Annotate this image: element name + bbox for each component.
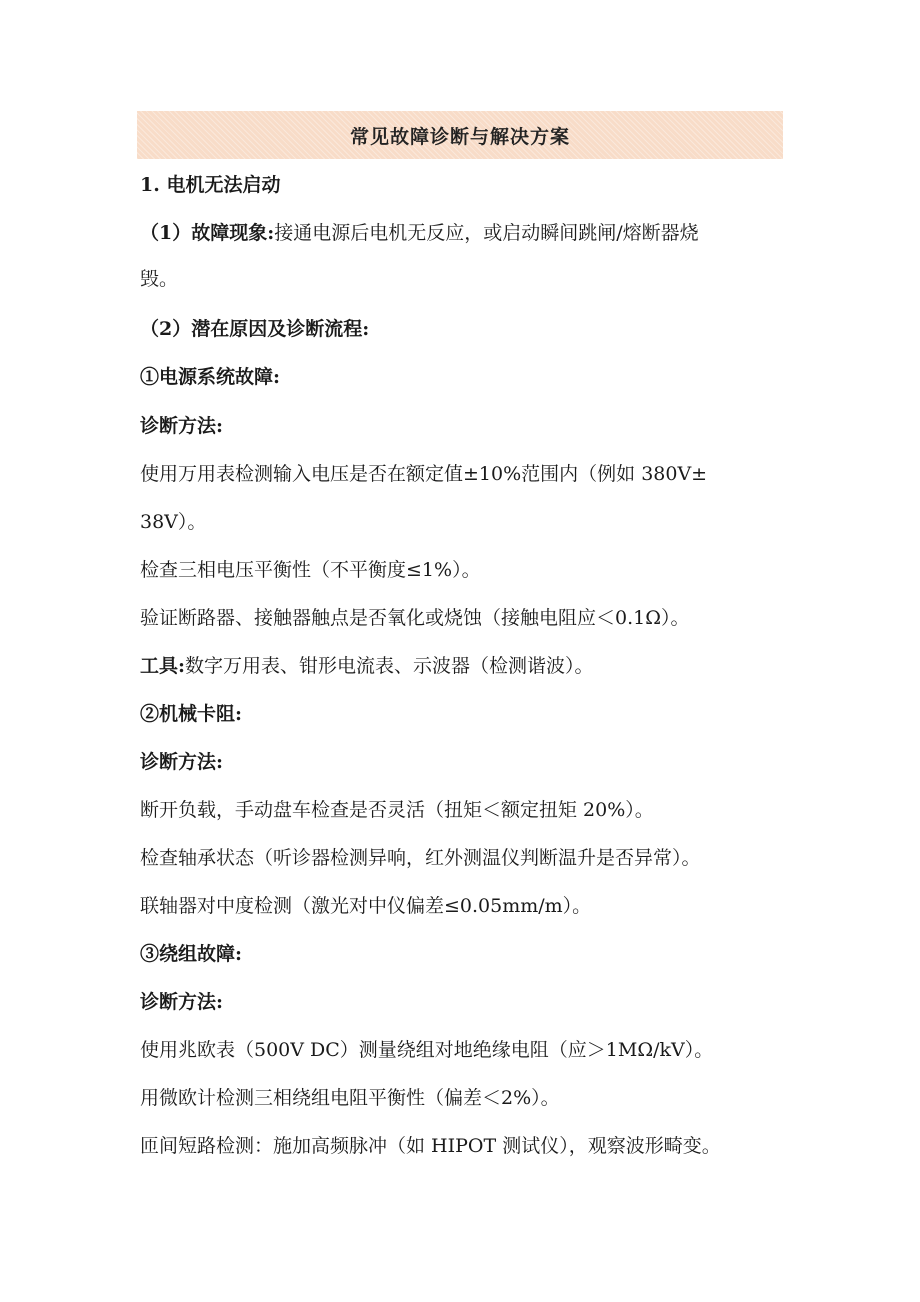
title-banner	[137, 111, 783, 159]
document-title: 常见故障诊断与解决方案	[349, 125, 570, 148]
mechanical-method-label: 诊断方法:	[140, 751, 224, 773]
mechanical-step-1: 断开负载，手动盘车检查是否灵活（扭矩＜额定扭矩 20%）。	[140, 799, 654, 821]
winding-step-1: 使用兆欧表（500V DC）测量绕组对地绝缘电阻（应＞1MΩ/kV）。	[140, 1039, 714, 1061]
power-step-1-cont: 38V）。	[140, 511, 207, 533]
symptom-label: （1）故障现象:	[140, 222, 275, 244]
power-method-label: 诊断方法:	[140, 415, 224, 437]
winding-step-2: 用微欧计检测三相绕组电阻平衡性（偏差＜2%）。	[140, 1087, 560, 1109]
power-tools-line	[140, 654, 594, 678]
mechanical-fault-heading: ②机械卡阻:	[140, 703, 243, 725]
winding-method-label: 诊断方法:	[140, 991, 224, 1013]
tools-label: 工具:	[140, 655, 186, 677]
winding-step-3: 匝间短路检测：施加高频脉冲（如 HIPOT 测试仪），观察波形畸变。	[140, 1135, 721, 1157]
tools-text: 数字万用表、钳形电流表、示波器（检测谐波）。	[185, 655, 594, 677]
section-heading: 1. 电机无法启动	[140, 174, 281, 196]
power-step-2: 检查三相电压平衡性（不平衡度≤1%）。	[140, 559, 481, 581]
power-step-1: 使用万用表检测输入电压是否在额定值±10%范围内（例如 380V±	[140, 463, 708, 485]
winding-fault-heading: ③绕组故障:	[140, 943, 243, 965]
symptom-text-cont: 毁。	[140, 268, 179, 290]
symptom-line	[140, 221, 699, 245]
mechanical-step-2: 检查轴承状态（听诊器检测异响，红外测温仪判断温升是否异常）。	[140, 847, 701, 869]
causes-heading: （2）潜在原因及诊断流程:	[140, 318, 370, 340]
mechanical-step-3: 联轴器对中度检测（激光对中仪偏差≤0.05mm/m）。	[140, 895, 592, 917]
symptom-text: 接通电源后电机无反应，或启动瞬间跳闸/熔断器烧	[274, 222, 699, 244]
power-step-3: 验证断路器、接触器触点是否氧化或烧蚀（接触电阻应＜0.1Ω）。	[140, 607, 690, 629]
power-fault-heading: ①电源系统故障:	[140, 366, 281, 388]
